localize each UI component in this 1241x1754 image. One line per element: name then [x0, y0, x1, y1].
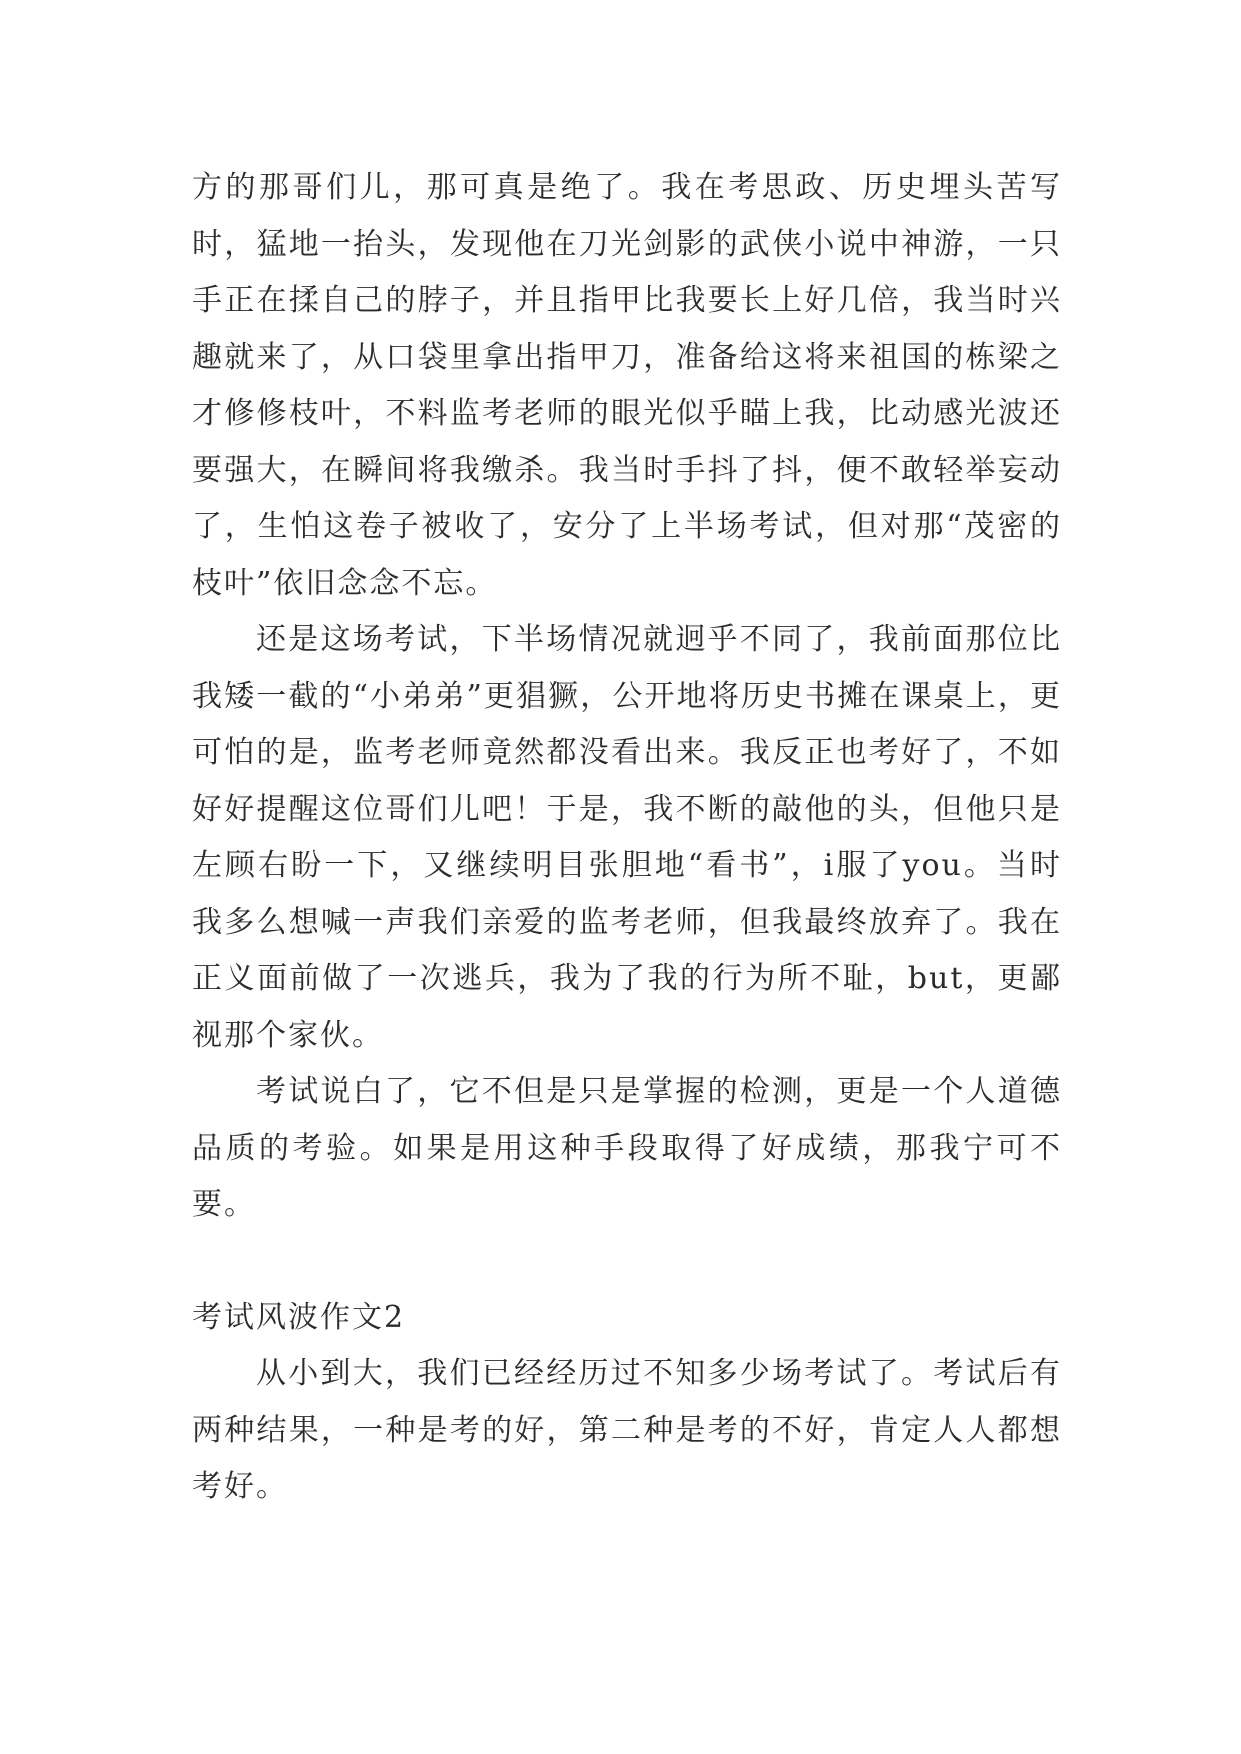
paragraph: 还是这场考试，下半场情况就迥乎不同了，我前面那位比我矮一截的“小弟弟”更猖獗，公开地将历史书摊在课桌上，更可怕的是，监考老师竟然都没看出来。我反正也考好了，不如好好提醒这位哥们儿吧！于是，我不断的敲他的头，但他只是左顾右盼一下，又继续明目张胆地“看书”，i服了you。当时我多么想喊一声我们亲爱的监考老师，但我最终放弃了。我在正义面前做了一次逃兵，我为了我的行为所不耻，but，更鄙视那个家伙。 [192, 622, 1062, 1053]
paragraph: 从小到大，我们已经经历过不知多少场考试了。考试后有两种结果，一种是考的好，第二种是考的不好，肯定人人都想考好。 [192, 1356, 1062, 1504]
section-title: 考试风波作文2 [192, 1299, 406, 1335]
document-body [192, 160, 1062, 1516]
paragraph: 方的那哥们儿，那可真是绝了。我在考思政、历史埋头苦写时，猛地一抬头，发现他在刀光剑影的武侠小说中神游，一只手正在揉自己的脖子，并且指甲比我要长上好几倍，我当时兴趣就来了，从口袋里拿出指甲刀，准备给这将来祖国的栋梁之才修修枝叶，不料监考老师的眼光似乎瞄上我，比动感光波还要强大，在瞬间将我缴杀。我当时手抖了抖，便不敢轻举妄动了，生怕这卷子被收了，安分了上半场考试，但对那“茂密的枝叶”依旧念念不忘。 [192, 170, 1062, 601]
paragraph: 考试说白了，它不但是只是掌握的检测，更是一个人道德品质的考验。如果是用这种手段取得了好成绩，那我宁可不要。 [192, 1074, 1062, 1222]
